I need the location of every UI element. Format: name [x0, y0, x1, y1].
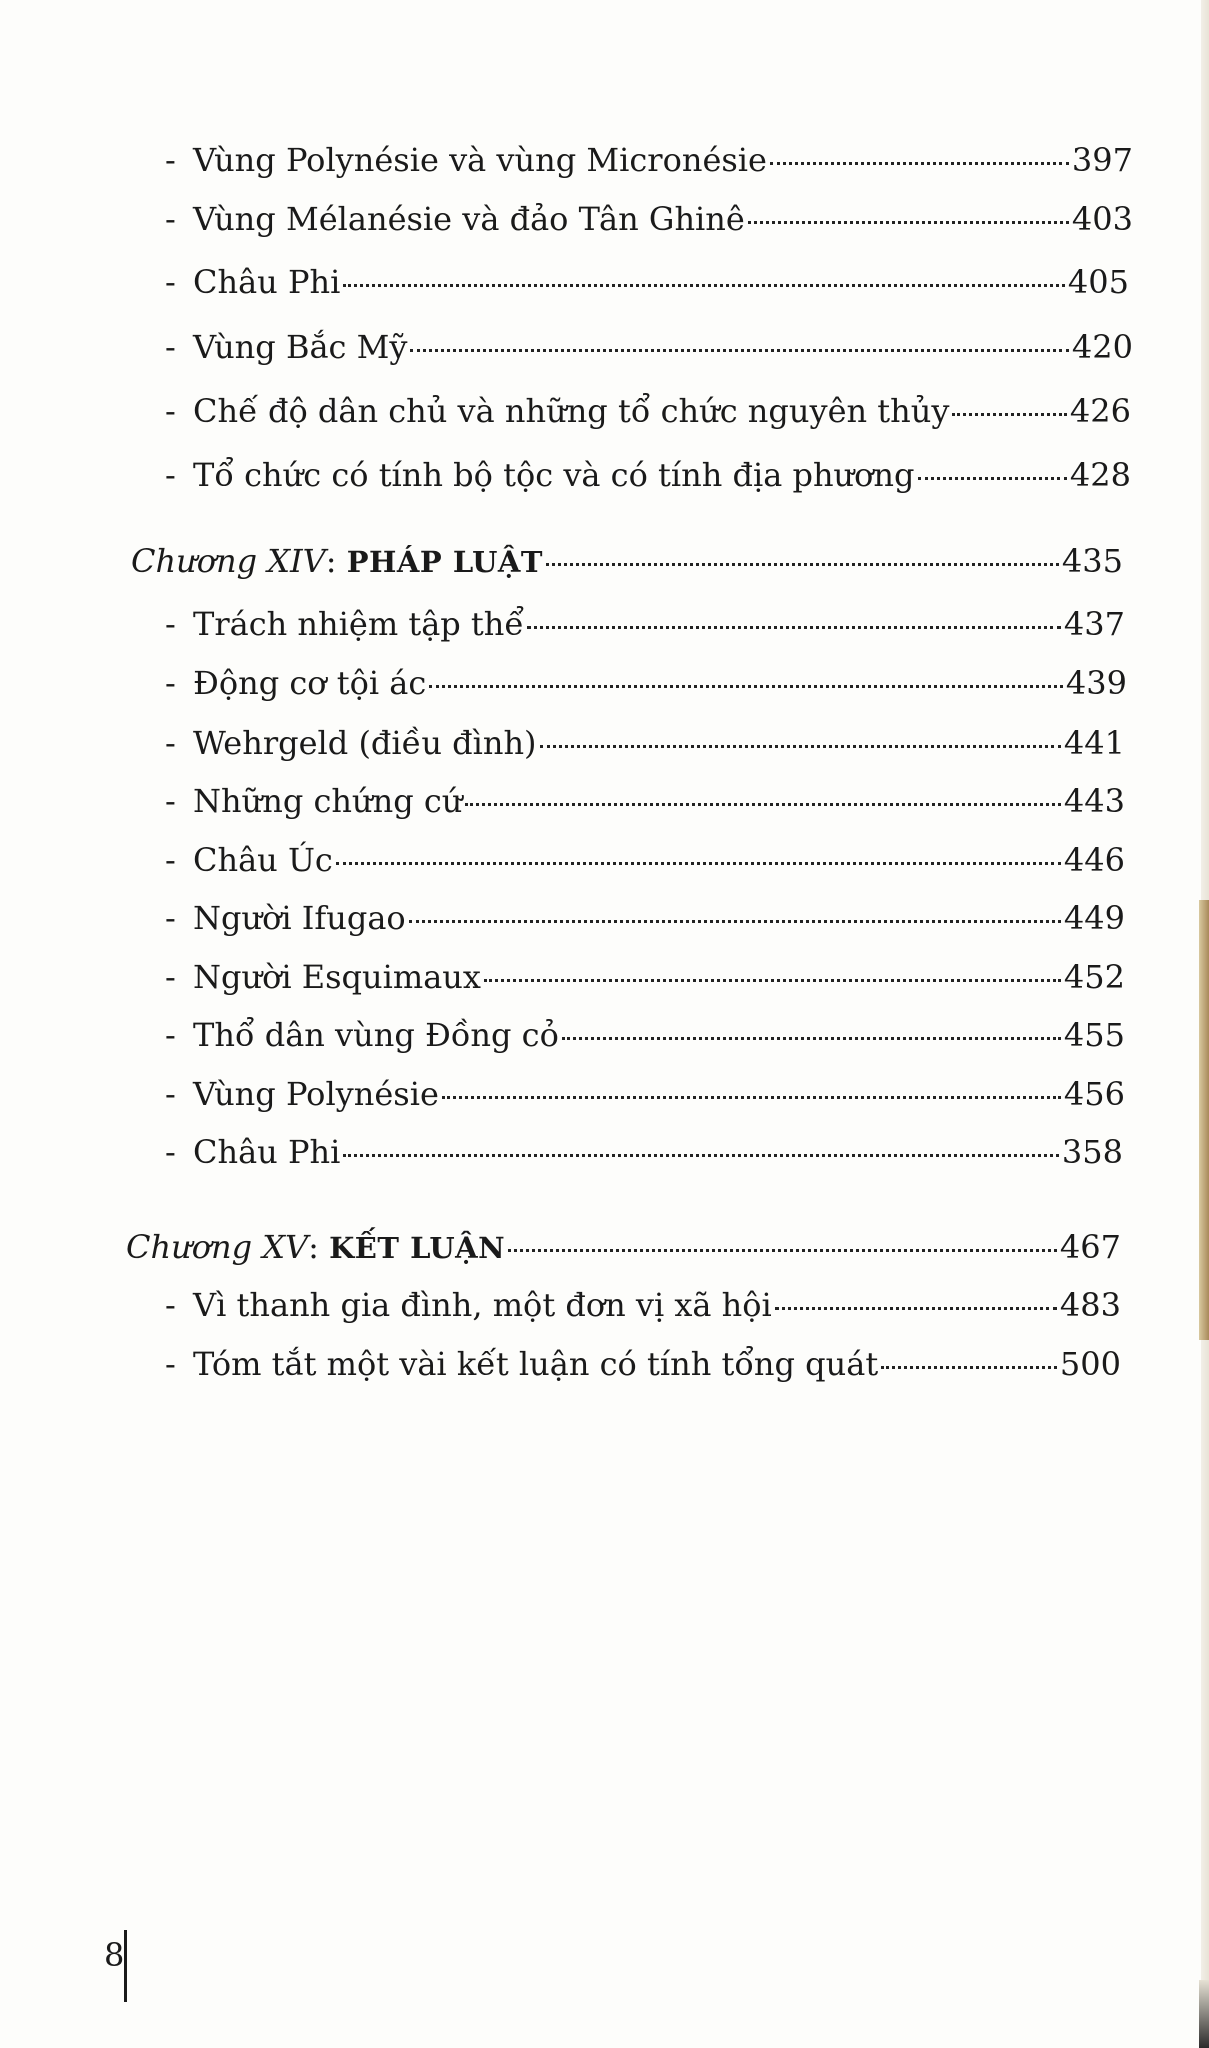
entry-label: Tổ chức có tính bộ tộc và có tính địa phương: [193, 456, 915, 494]
entry-page-number: 426: [1069, 392, 1131, 430]
entry-label: Vùng Mélanésie và đảo Tân Ghinê: [193, 200, 745, 238]
page-edge-corner: [1199, 1980, 1209, 2048]
dot-leader: [770, 162, 1069, 165]
toc-entry: [165, 262, 1129, 302]
chapter-title: PHÁP LUẬT: [346, 545, 544, 579]
toc-entry: [165, 1074, 1125, 1114]
dot-leader: [527, 626, 1061, 629]
toc-entry: [165, 840, 1125, 880]
entry-label: Vùng Polynésie và vùng Micronésie: [193, 141, 767, 179]
entry-label: Động cơ tội ác: [193, 664, 427, 702]
entry-bullet: -: [165, 328, 176, 366]
entry-bullet: -: [165, 1345, 176, 1383]
chapter-heading: [131, 541, 543, 582]
toc-entry: [165, 604, 1125, 644]
entry-label: Vùng Bắc Mỹ: [193, 328, 408, 366]
dot-leader: [410, 349, 1068, 352]
dot-leader: [484, 979, 1061, 982]
dot-leader: [442, 1096, 1061, 1099]
entry-bullet: -: [165, 782, 176, 820]
entry-page-number: 449: [1063, 899, 1125, 937]
page-number: 8: [104, 1936, 125, 1974]
dot-leader: [775, 1307, 1057, 1310]
toc-entry: [165, 957, 1125, 997]
entry-page-number: 420: [1071, 328, 1133, 366]
entry-label: Châu Phi: [193, 263, 341, 301]
page-number-rule: [124, 1930, 127, 2002]
entry-bullet: -: [165, 392, 176, 430]
chapter-heading: [126, 1227, 505, 1268]
toc-chapter-row: [126, 1227, 1121, 1268]
entry-page-number: 397: [1071, 141, 1133, 179]
dot-leader: [429, 685, 1063, 688]
chapter-title: KẾT LUẬN: [329, 1231, 506, 1265]
entry-label: Chế độ dân chủ và những tổ chức nguyên thủy: [193, 392, 950, 430]
toc-entry: [165, 199, 1133, 239]
dot-leader: [952, 413, 1066, 416]
entry-page-number: 439: [1065, 664, 1127, 702]
dot-leader: [881, 1366, 1057, 1369]
toc-entry: [165, 140, 1133, 180]
entry-bullet: -: [165, 263, 176, 301]
entry-page-number: 405: [1067, 263, 1129, 301]
dot-leader: [508, 1249, 1057, 1252]
entry-page-number: 437: [1063, 605, 1125, 643]
entry-page-number: 428: [1069, 456, 1131, 494]
toc-entry: [165, 1015, 1125, 1055]
entry-page-number: 452: [1063, 958, 1125, 996]
entry-label: Trách nhiệm tập thể: [193, 605, 525, 643]
entry-bullet: -: [165, 141, 176, 179]
entry-page-number: 443: [1063, 782, 1125, 820]
entry-label: Châu Úc: [193, 841, 333, 879]
entry-label: Những chứng cứ: [193, 782, 463, 820]
entry-page-number: 500: [1059, 1345, 1121, 1383]
entry-page-number: 455: [1063, 1016, 1125, 1054]
entry-page-number: 441: [1063, 724, 1125, 762]
chapter-number: Chương XIV: [131, 542, 326, 580]
entry-label: Châu Phi: [193, 1133, 341, 1171]
entry-bullet: -: [165, 200, 176, 238]
dot-leader: [343, 1154, 1059, 1157]
chapter-separator: :: [308, 1228, 330, 1266]
entry-label: Thổ dân vùng Đồng cỏ: [193, 1016, 559, 1054]
entry-label: Tóm tắt một vài kết luận có tính tổng quát: [193, 1345, 879, 1383]
dot-leader: [748, 221, 1069, 224]
entry-page-number: 435: [1061, 542, 1123, 580]
entry-label: Người Ifugao: [193, 899, 406, 937]
toc-entry: [165, 898, 1125, 938]
entry-page-number: 403: [1071, 200, 1133, 238]
toc-entry: [165, 327, 1133, 367]
entry-bullet: -: [165, 958, 176, 996]
entry-page-number: 446: [1063, 841, 1125, 879]
dot-leader: [465, 803, 1061, 806]
page-edge-shadow: [1199, 900, 1209, 1340]
entry-bullet: -: [165, 899, 176, 937]
entry-bullet: -: [165, 724, 176, 762]
toc-entry: [165, 1285, 1121, 1325]
entry-bullet: -: [165, 1016, 176, 1054]
entry-bullet: -: [165, 1133, 176, 1171]
entry-page-number: 467: [1059, 1228, 1121, 1266]
toc-entry: [165, 1344, 1121, 1384]
dot-leader: [562, 1037, 1061, 1040]
entry-bullet: -: [165, 605, 176, 643]
entry-bullet: -: [165, 664, 176, 702]
chapter-number: Chương XV: [126, 1228, 309, 1266]
dot-leader: [918, 477, 1067, 480]
dot-leader: [343, 284, 1065, 287]
entry-label: Vùng Polynésie: [193, 1075, 439, 1113]
entry-bullet: -: [165, 841, 176, 879]
dot-leader: [546, 563, 1059, 566]
entry-bullet: -: [165, 1286, 176, 1324]
toc-chapter-row: [131, 541, 1123, 582]
entry-page-number: 358: [1061, 1133, 1123, 1171]
entry-bullet: -: [165, 456, 176, 494]
dot-leader: [409, 920, 1061, 923]
dot-leader: [336, 862, 1061, 865]
chapter-separator: :: [325, 542, 347, 580]
entry-page-number: 483: [1059, 1286, 1121, 1324]
toc-entry: [165, 1132, 1123, 1172]
toc-entry: [165, 663, 1127, 703]
entry-label: Wehrgeld (điều đình): [193, 724, 537, 762]
toc-entry: [165, 723, 1125, 763]
entry-bullet: -: [165, 1075, 176, 1113]
toc-entry: [165, 391, 1131, 431]
toc-entry: [165, 781, 1125, 821]
dot-leader: [540, 745, 1061, 748]
entry-label: Vì thanh gia đình, một đơn vị xã hội: [193, 1286, 772, 1324]
entry-label: Người Esquimaux: [193, 958, 481, 996]
entry-page-number: 456: [1063, 1075, 1125, 1113]
toc-entry: [165, 455, 1131, 495]
